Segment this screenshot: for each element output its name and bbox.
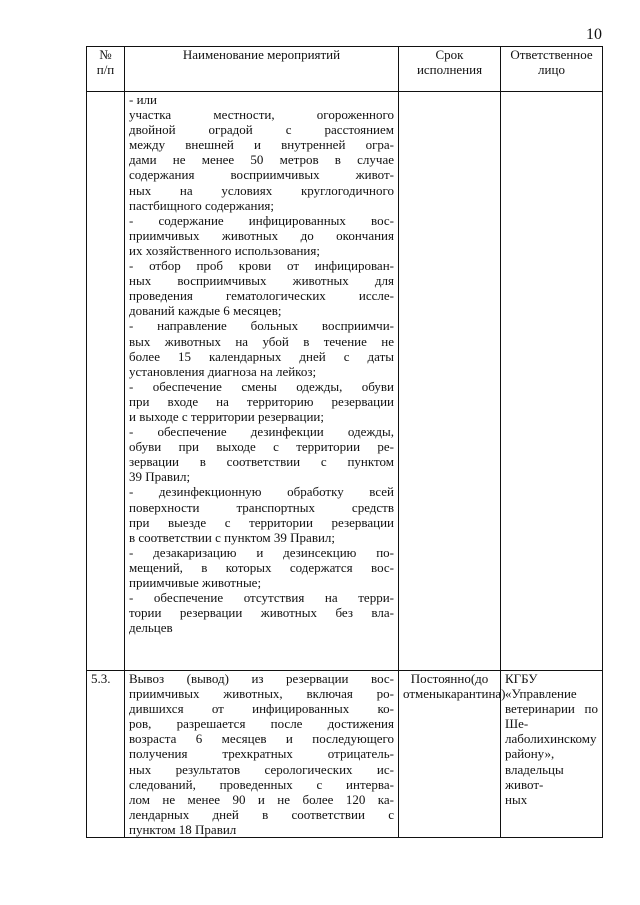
text-line: (до отмены <box>403 671 489 702</box>
text-line: 39 Правил; <box>129 469 191 485</box>
text-line: приимчивых животных, включая ро- <box>129 686 394 702</box>
text-line: поверхности транспортных средств <box>129 499 394 515</box>
text-line: при входе на территорию резервации <box>129 393 394 409</box>
header-responsible: Ответственное лицо <box>501 47 603 92</box>
text-line: вых животных на убой в течение не <box>129 333 394 349</box>
header-number-line-2: п/п <box>96 62 115 77</box>
header-measure: Наименование мероприятий <box>125 47 399 92</box>
table-header-row <box>87 47 603 92</box>
text-line: - дезакаризацию и дезинсекцию по- <box>129 544 394 560</box>
text-line: обуви при выходе с территории ре- <box>129 439 394 455</box>
text-line: следований, проведенных с интерва- <box>129 776 394 792</box>
text-line: зервации в соответствии с пунктом <box>129 454 394 470</box>
header-term-line-1: Срок <box>435 47 464 62</box>
responsible-cell <box>501 671 603 838</box>
text-line: содержания восприимчивых живот- <box>129 167 394 183</box>
text-line: - или <box>129 92 157 107</box>
text-line: лом не менее 90 и не более 120 ка- <box>129 791 394 807</box>
text-line: в соответствии с пунктом 39 Правил; <box>129 529 336 545</box>
text-line: между внешней и внутренней огра- <box>129 137 394 153</box>
text-line: лендарных дней в соответствии с <box>129 806 394 822</box>
text-line: - направление больных восприимчи- <box>129 318 394 334</box>
text-line: дившихся от инфицированных ко- <box>129 701 394 717</box>
text-line: двойной оградой с расстоянием <box>129 122 394 138</box>
text-line: тории резервации животных без вла- <box>129 605 394 621</box>
text-line: возраста 6 месяцев и последующего <box>129 731 394 747</box>
header-term-line-2: исполнения <box>416 62 483 77</box>
term-cell <box>399 671 506 838</box>
text-line: владельцы живот- <box>505 761 564 792</box>
text-line: дельцев <box>129 620 173 636</box>
text-line: дами не менее 50 метров в случае <box>129 152 394 168</box>
text-line: лаболихинскому <box>505 731 597 747</box>
row-number-cell <box>87 92 125 671</box>
text-line: получения трехкратных отрицатель- <box>129 746 394 762</box>
text-line: пастбищного содержания; <box>129 197 275 213</box>
text-line: - отбор проб крови от инфицирован- <box>129 258 394 274</box>
responsible-cell <box>501 92 603 671</box>
text-line: ных <box>505 791 528 807</box>
text-line: при выезде с территории резервации <box>129 514 394 530</box>
text-line: ров, разрешается после достижения <box>129 716 394 732</box>
text-line: ветеринарии по Ше- <box>505 701 598 732</box>
text-line: проведения гематологических иссле- <box>129 288 394 304</box>
text-line: - обеспечение смены одежды, обуви <box>129 378 394 394</box>
table-row <box>87 92 603 671</box>
text-line: - обеспечение отсутствия на терри- <box>129 590 394 606</box>
text-line: - содержание инфицированных вос- <box>129 212 394 228</box>
text-line: и выходе с территории резервации; <box>129 408 324 424</box>
text-line: приимчивые животные; <box>129 575 262 590</box>
page-number: 10 <box>586 26 602 43</box>
text-line: Постоянно <box>410 671 471 686</box>
text-line: более 15 календарных дней с даты <box>129 348 394 364</box>
text-line: мещений, в которых содержатся вос- <box>129 559 394 575</box>
measure-cell <box>125 92 399 671</box>
text-line: - дезинфекционную обработку всей <box>129 484 394 500</box>
table-row <box>87 671 603 838</box>
text-line: их хозяйственного использования; <box>129 242 320 258</box>
term-cell <box>399 92 501 671</box>
text-line: пунктом 18 Правил <box>129 821 237 837</box>
text-line: установления диагноза на лейкоз; <box>129 363 317 379</box>
text-line: ных восприимчивых животных для <box>129 273 394 289</box>
text-line: карантина) <box>444 686 506 702</box>
row-number-cell: 5.3. <box>87 671 125 838</box>
text-line: КГБУ «Управление <box>505 671 577 702</box>
text-line: участка местности, огороженного <box>129 107 394 123</box>
header-term <box>399 47 501 92</box>
measure-cell <box>125 671 399 838</box>
measures-table <box>86 46 603 838</box>
text-line: ных на условиях круглогодичного <box>129 182 394 198</box>
header-number-line-1: № <box>99 47 112 62</box>
text-line: району», <box>505 746 555 762</box>
text-line: ных результатов серологических ис- <box>129 761 394 777</box>
text-line: приимчивых животных до окончания <box>129 227 394 243</box>
header-number <box>87 47 125 92</box>
text-line: Вывоз (вывод) из резервации вос- <box>129 671 394 686</box>
text-line: - обеспечение дезинфекции одежды, <box>129 424 394 440</box>
text-line: дований каждые 6 месяцев; <box>129 303 282 319</box>
